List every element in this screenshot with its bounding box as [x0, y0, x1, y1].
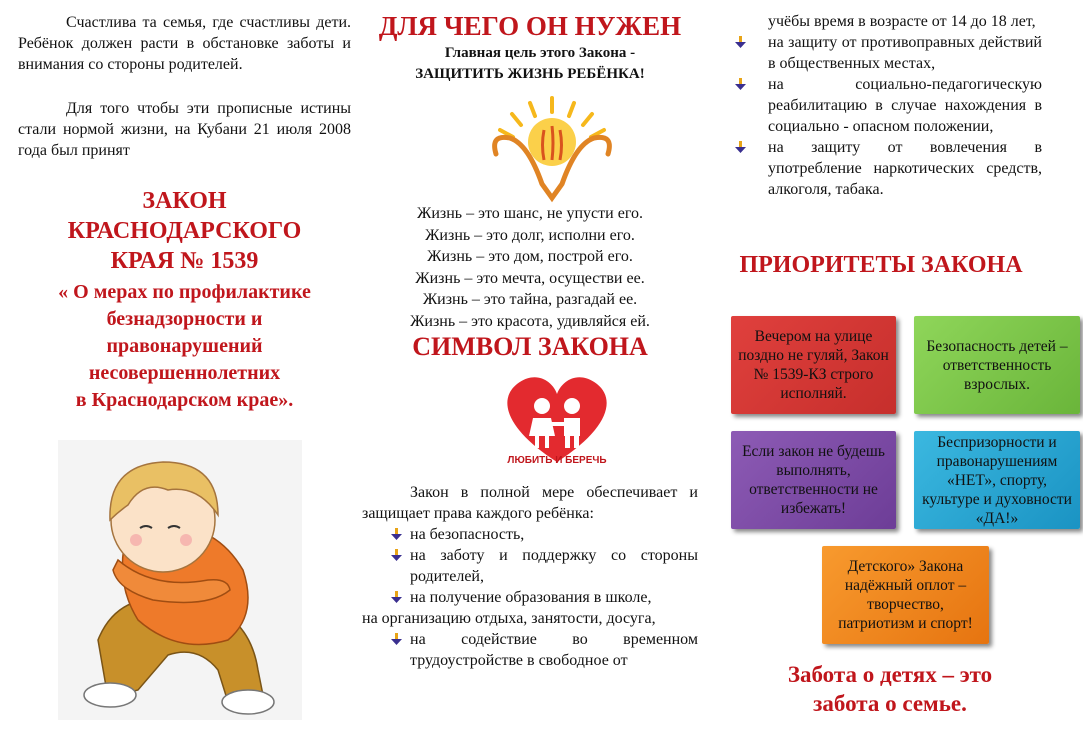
closing-line: Забота о детях – это	[787, 662, 993, 687]
bullet-arrow-icon	[734, 78, 747, 91]
law-subtitle-line: несовершеннолетних	[88, 362, 281, 384]
sun-heart-logo	[482, 94, 622, 204]
bullet-arrow-icon	[390, 633, 403, 646]
priority-box-purple	[731, 431, 896, 529]
law-title	[18, 186, 351, 276]
list-item	[362, 587, 698, 608]
bullet-arrow-icon	[734, 141, 747, 154]
rights-intro: Закон в полной мере обеспечивает и защищает права каждого ребёнка:	[362, 484, 698, 522]
column-right	[720, 0, 1072, 747]
law-subtitle-line: « О мерах по профилактике	[58, 281, 311, 303]
law-subtitle-line: в Краснодарском крае».	[75, 389, 294, 411]
rights-list	[362, 524, 698, 671]
list-item	[362, 608, 698, 629]
list-item-text: на получение образования в школе,	[410, 589, 652, 606]
bullet-arrow-icon	[390, 528, 403, 541]
intro-paragraph-2: Для того чтобы эти прописные истины стали нормой жизни, на Кубани 21 июля 2008 года был принят	[18, 100, 351, 159]
list-item	[362, 545, 698, 587]
life-quote: Жизнь – это мечта, осуществи ее.	[415, 269, 645, 287]
life-quotes	[362, 203, 698, 332]
list-item-text: учёбы время в возрасте от 14 до 18 лет,	[768, 13, 1036, 30]
life-quote: Жизнь – это дом, построй его.	[427, 248, 633, 265]
list-item-text: на защиту от противоправных действий в общественных местах,	[768, 34, 1042, 72]
priority-box-orange	[822, 546, 989, 644]
bullet-arrow-icon	[390, 591, 403, 604]
priority-text: Вечером на улице поздно не гуляй, Закон № 1539-КЗ строго исполняй.	[738, 328, 889, 402]
list-item-text: на организацию отдыха, занятости, досуга,	[362, 610, 656, 627]
intro-paragraph-1: Счастлива та семья, где счастливы дети. Ребёнок должен расти в обстановке заботы и внимания со стороны родителей.	[18, 14, 351, 73]
goal-statement: ЗАЩИТИТЬ ЖИЗНЬ РЕБЁНКА!	[415, 66, 645, 82]
priority-text: Безопасность детей – ответственность взрослых.	[926, 337, 1068, 393]
law-title-line: КРАСНОДАРСКОГО	[67, 218, 302, 244]
life-quote: Жизнь – это красота, удивляйся ей.	[410, 312, 650, 330]
law-subtitle-line: безнадзорности и	[106, 308, 263, 330]
priority-text: Детского» Закона надёжный оплот – творчество, патриотизм и спорт!	[838, 558, 973, 632]
life-quote: Жизнь – это шанс, не упусти его.	[417, 205, 643, 222]
law-subtitle	[18, 279, 351, 414]
law-subtitle-line: правонарушений	[106, 335, 263, 357]
list-item-text: на социально-педагогическую реабилитацию в случае нахождения в социально - опасном положении,	[768, 76, 1042, 135]
life-quote: Жизнь – это долг, исполни его.	[425, 226, 635, 244]
list-item	[720, 32, 1042, 74]
priority-text: Если закон не будешь выполнять, ответственности не избежать!	[742, 443, 885, 517]
priority-box-blue	[914, 431, 1080, 529]
list-item-text: на заботу и поддержку со стороны родителей,	[410, 547, 698, 585]
column-middle	[362, 0, 698, 747]
goal-line: Главная цель этого Закона -	[444, 45, 636, 61]
bullet-arrow-icon	[390, 549, 403, 562]
closing-line: забота о семье.	[813, 691, 967, 716]
life-quote: Жизнь – это тайна, разгадай ее.	[422, 291, 638, 308]
list-item-continuation	[720, 11, 1042, 32]
list-item	[362, 629, 698, 671]
bullet-arrow-icon	[734, 36, 747, 49]
list-item-text: на содействие во временном трудоустройстве в свободное от	[410, 631, 698, 669]
list-item-text: на безопасность,	[410, 526, 525, 543]
closing-slogan	[720, 660, 1060, 718]
list-item-text: на защиту от вовлечения в употребление наркотических средств, алкоголя, табака.	[768, 139, 1042, 198]
list-item	[362, 524, 698, 545]
column-left	[18, 0, 351, 747]
list-item	[720, 137, 1042, 200]
heading-law-symbol: СИМВОЛ ЗАКОНА	[412, 332, 648, 361]
heading-law-priorities: ПРИОРИТЕТЫ ЗАКОНА	[739, 252, 1023, 278]
law-title-line: ЗАКОН	[142, 188, 227, 214]
priority-box-red	[731, 316, 896, 414]
priority-text: Беспризорности и правонарушениям «НЕТ», спорту, культуре и духовности «ДА!»	[922, 433, 1072, 527]
rights-list-continued	[720, 11, 1042, 200]
law-title-line: КРАЯ № 1539	[110, 248, 259, 274]
sad-child-illustration	[58, 440, 302, 720]
heading-why-needed: ДЛЯ ЧЕГО ОН НУЖЕН	[378, 11, 682, 41]
heart-caption: ЛЮБИТЬ И БЕРЕЧЬ	[507, 455, 607, 466]
priority-box-green	[914, 316, 1080, 414]
list-item	[720, 74, 1042, 137]
